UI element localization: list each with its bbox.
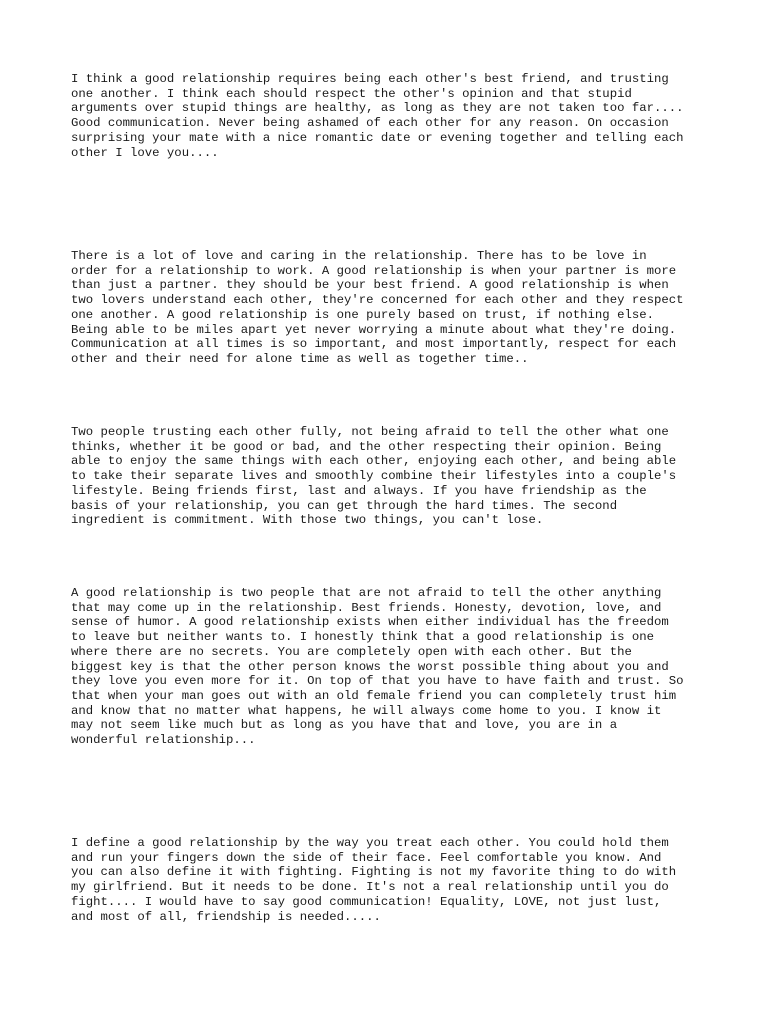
paragraph-1: I think a good relationship requires being each other's best friend, and trusting one another. I think each should respect the other's opinion and that stupid arguments over stupid things are healthy, as long as they are not taken too far.... Good communication. Never being ashamed of each other for any reason. On occasion surprising your mate with a nice romantic date or evening together and telling each other I love you....	[71, 72, 684, 160]
paragraph-5: I define a good relationship by the way you treat each other. You could hold them and run your fingers down the side of their face. Feel comfortable you know. And you can also define it with fighting. Fighting is not my favorite thing to do with my girlfriend. But it needs to be done. It's not a real relationship until you do fight.... I would have to say good communication! Equality, LOVE, not just lust, and most of all, friendship is needed.....	[71, 836, 677, 924]
paragraph-3: Two people trusting each other fully, not being afraid to tell the other what one thinks, whether it be good or bad, and the other respecting their opinion. Being able to enjoy the same things with each other, enjoying each other, and being able to take their separate lives and smoothly combine their lifestyles into a couple's lifestyle. Being friends first, last and always. If you have friendship as the basis of your relationship, you can get through the hard times. The second ingredient is commitment. With those two things, you can't lose.	[71, 425, 677, 528]
paragraph-4: A good relationship is two people that are not afraid to tell the other anything that may come up in the relationship. Best friends. Honesty, devotion, love, and sense of humor. A good relationship exists when either individual has the freedom to leave but neither wants to. I honestly think that a good relationship is one where there are no secrets. You are completely open with each other. But the biggest key is that the other person knows the worst possible thing about you and they love you even more for it. On top of that you have to have faith and trust. So that when your man goes out with an old female friend you can completely trust him and know that no matter what happens, he will always come home to you. I know it may not seem like much but as long as you have that and love, you are in a wonderful relationship...	[71, 586, 684, 748]
paragraph-2: There is a lot of love and caring in the relationship. There has to be love in order for a relationship to work. A good relationship is when your partner is more than just a partner. they should be your best friend. A good relationship is when two lovers understand each other, they're concerned for each other and they respect one another. A good relationship is one purely based on trust, if nothing else. Being able to be miles apart yet never worrying a minute about what they're doing. Communication at all times is so important, and most importantly, respect for each other and their need for alone time as well as together time..	[71, 249, 684, 366]
